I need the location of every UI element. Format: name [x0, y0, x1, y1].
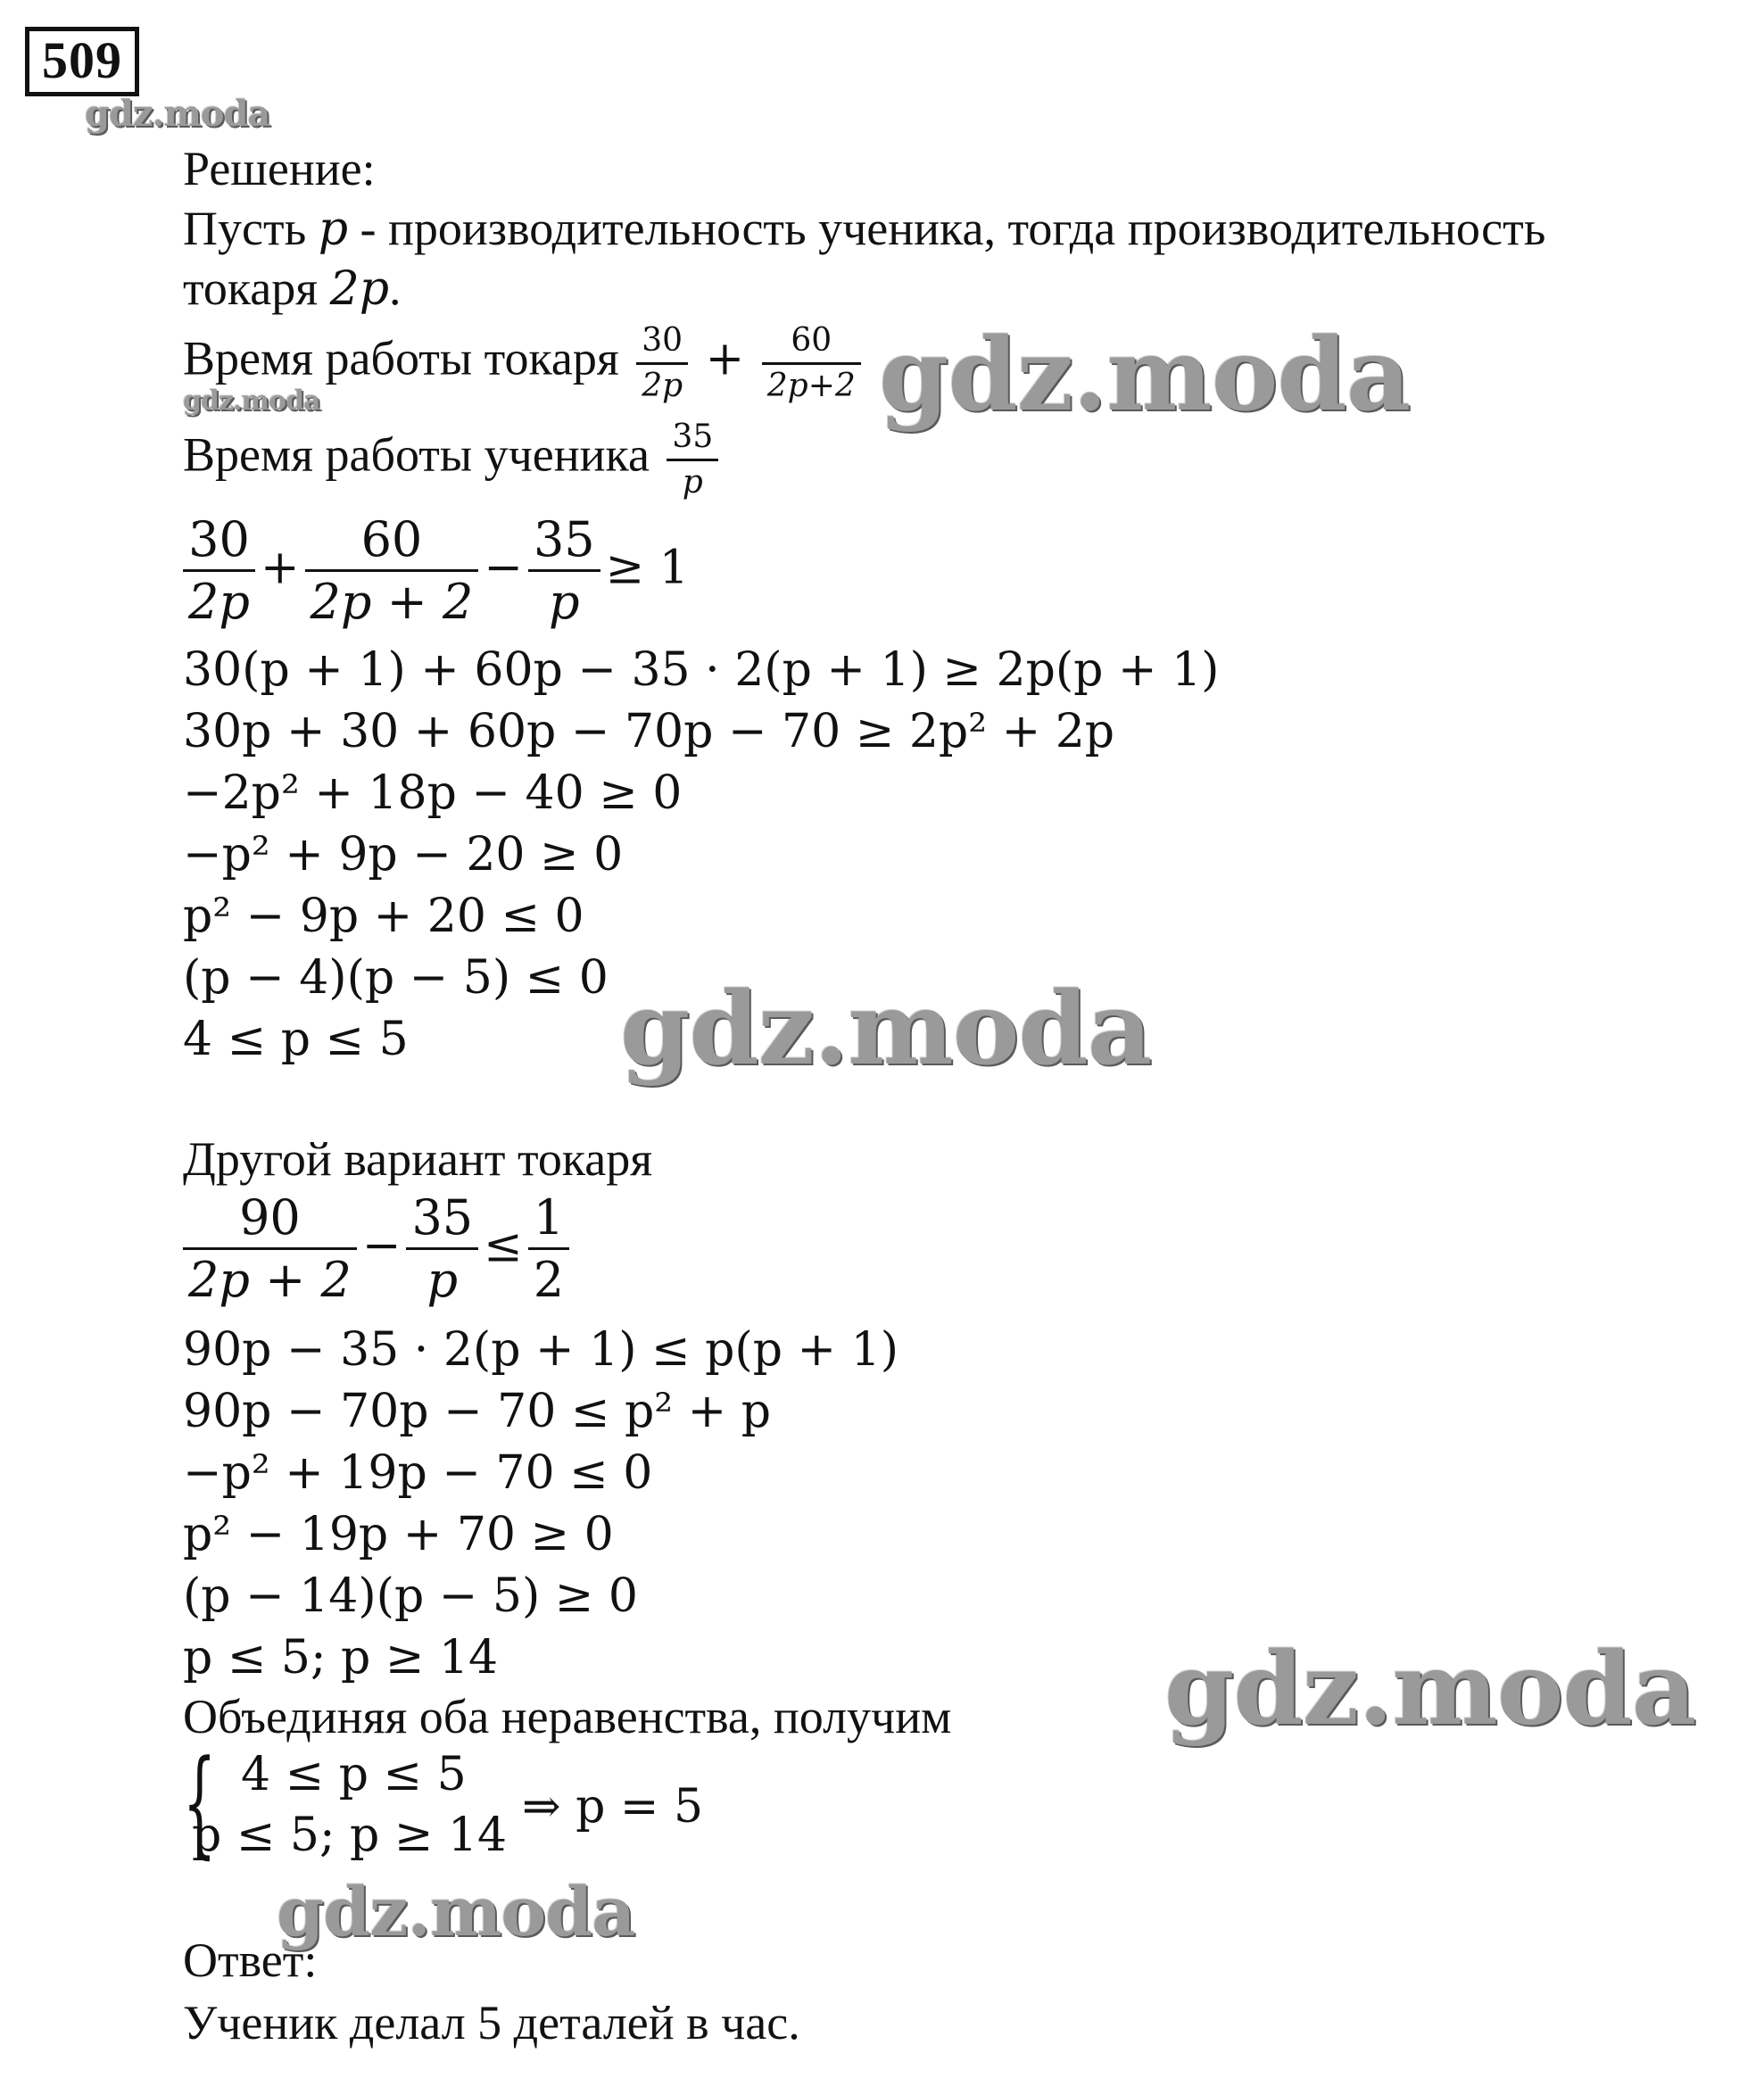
relation: ≤	[484, 1219, 523, 1273]
step-line: −p² + 19p − 70 ≤ 0	[183, 1446, 653, 1500]
step-line: 90p − 70p − 70 ≤ p² + p	[183, 1385, 772, 1438]
turner-time-label: Время работы токаря	[183, 331, 632, 385]
fraction-denominator: 2p + 2	[188, 1252, 352, 1309]
turner-fraction-2	[762, 323, 861, 403]
fraction-numerator: 60	[762, 323, 861, 365]
fraction-numerator: 35	[406, 1191, 478, 1250]
ineq1-fraction-2	[305, 513, 479, 629]
watermark-top-left: gdz.moda	[85, 93, 270, 135]
combine-label: Объединяя оба неравенства, получим	[183, 1690, 952, 1743]
watermark-large-2: gdz.moda	[620, 971, 1152, 1088]
student-time-line	[183, 419, 724, 500]
ineq2-fraction-1	[183, 1191, 357, 1307]
fraction-denominator: 2	[533, 1252, 565, 1309]
fraction-numerator: 60	[305, 513, 479, 572]
intro-line-2	[183, 261, 402, 317]
step-line: p² − 19p + 70 ≥ 0	[183, 1508, 614, 1561]
step-line: 30p + 30 + 60p − 70p − 70 ≥ 2p² + 2p	[183, 705, 1115, 758]
fraction-numerator: 1	[528, 1191, 569, 1250]
step-line: 4 ≤ p ≤ 5	[183, 1013, 409, 1066]
fraction-numerator: 35	[528, 513, 600, 572]
other-variant-label: Другой вариант токаря	[183, 1132, 653, 1186]
intro-text-a: Пусть	[183, 202, 319, 255]
intro-expression: 2p	[329, 262, 389, 316]
step-line: p² − 9p + 20 ≤ 0	[183, 890, 584, 943]
fraction-denominator: p	[682, 463, 703, 501]
step-line: (p − 4)(p − 5) ≤ 0	[183, 951, 609, 1005]
step-line: (p − 14)(p − 5) ≥ 0	[183, 1569, 638, 1623]
operator: +	[260, 541, 300, 595]
fraction-numerator: 30	[183, 513, 255, 572]
student-time-label: Время работы ученика	[183, 427, 662, 482]
curly-brace-icon: {	[183, 1734, 217, 1870]
ineq1-fraction-1	[183, 513, 255, 629]
intro-variable: p	[318, 203, 348, 256]
operator: −	[361, 1219, 402, 1273]
step-line: 30(p + 1) + 60p − 35 · 2(p + 1) ≥ 2p(p + 1)	[183, 643, 1220, 697]
inequality-2	[183, 1191, 575, 1307]
system-result: ⇒ p = 5	[522, 1780, 704, 1834]
step-line: −p² + 9p − 20 ≥ 0	[183, 828, 624, 882]
step-line: p ≤ 5; p ≥ 14	[183, 1631, 499, 1685]
watermark-large-3: gdz.moda	[1164, 1631, 1696, 1748]
inequality-system	[183, 1734, 986, 1870]
turner-fraction-1	[636, 323, 688, 403]
intro-line-1	[183, 201, 1545, 257]
answer-text: Ученик делал 5 деталей в час.	[183, 1996, 800, 2049]
solution-heading: Решение:	[183, 142, 376, 195]
watermark-small: gdz.moda	[183, 385, 320, 417]
fraction-denominator: 2p	[642, 367, 683, 404]
fraction-denominator: 2p	[188, 574, 250, 631]
system-row-2: p ≤ 5; p ≥ 14	[192, 1809, 508, 1862]
fraction-numerator: 35	[667, 419, 718, 461]
inequality-rhs: ≥ 1	[605, 541, 689, 595]
operator: −	[484, 541, 523, 595]
student-fraction	[667, 419, 718, 500]
turner-time-line	[183, 323, 866, 403]
fraction-numerator: 30	[636, 323, 688, 365]
answer-label: Ответ:	[183, 1933, 318, 1987]
step-line: −2p² + 18p − 40 ≥ 0	[183, 766, 683, 820]
inequality-1	[183, 513, 689, 629]
fraction-numerator: 90	[183, 1191, 357, 1250]
intro-text-d: .	[389, 261, 402, 315]
step-line: 90p − 35 · 2(p + 1) ≤ p(p + 1)	[183, 1323, 899, 1377]
ineq1-fraction-3	[528, 513, 600, 629]
ineq2-fraction-3	[528, 1191, 569, 1307]
fraction-denominator: 2p+2	[766, 367, 856, 404]
fraction-denominator: 2p + 2	[310, 574, 474, 631]
watermark-medium: gdz.moda	[277, 1872, 635, 1951]
ineq2-fraction-2	[406, 1191, 478, 1307]
intro-text-b: - производительность ученика, тогда производительность	[348, 202, 1546, 255]
fraction-denominator: p	[427, 1252, 459, 1309]
problem-number: 509	[25, 27, 139, 96]
plus-sign: +	[705, 332, 745, 386]
watermark-large-1: gdz.moda	[879, 317, 1411, 434]
system-row-1: 4 ≤ p ≤ 5	[241, 1748, 467, 1801]
intro-text-c: токаря	[183, 261, 330, 315]
fraction-denominator: p	[549, 574, 580, 631]
